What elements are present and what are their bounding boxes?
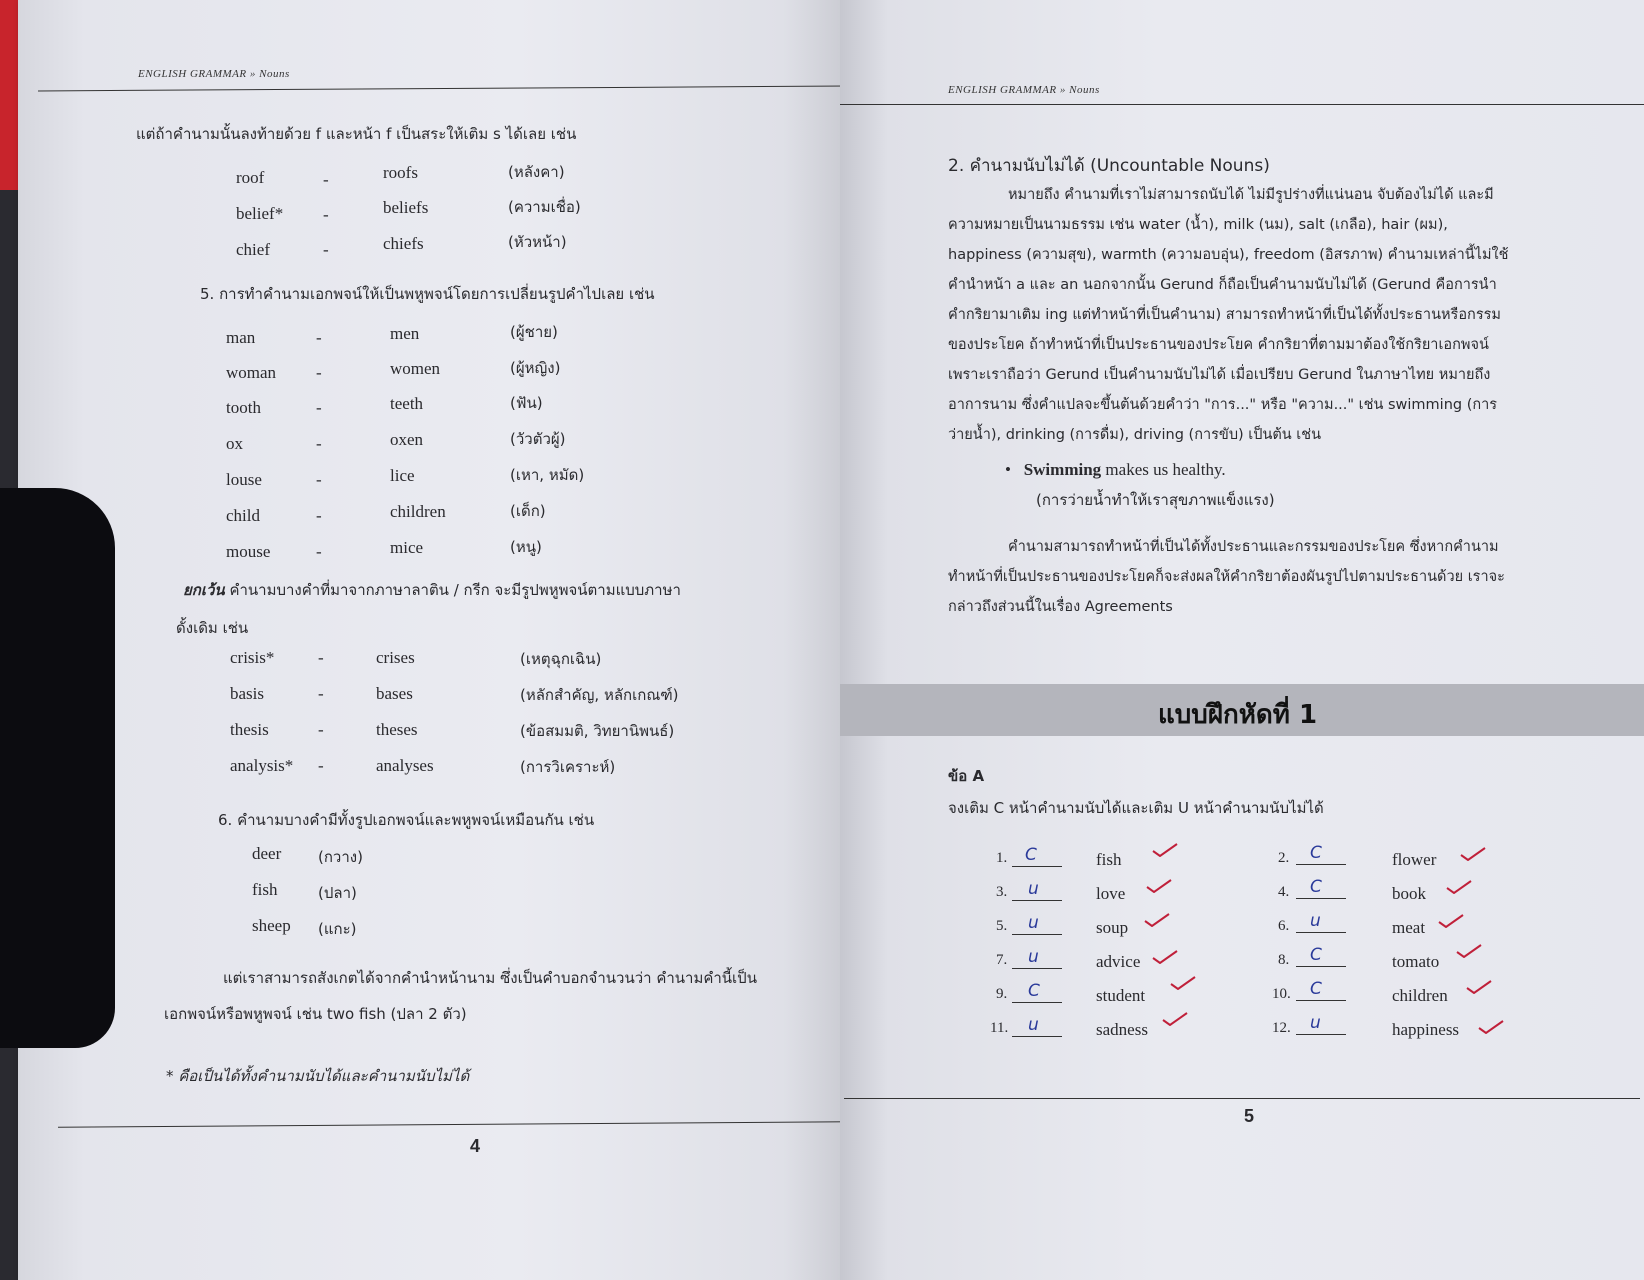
thai-meaning: (ปลา) [318, 884, 357, 902]
handwritten-answer: u [1028, 1015, 1039, 1035]
thai-meaning: (แกะ) [318, 920, 357, 938]
plural-word: men [390, 324, 420, 343]
dash: - [316, 328, 322, 347]
item-word: fish [1096, 850, 1122, 869]
paragraph-line: ของประโยค ถ้าทำหน้าที่เป็นประธานของประโยค คำกริยาที่ตามมาต้องใช้กริยาเอกพจน์ [948, 337, 1489, 353]
item-word: student [1096, 986, 1146, 1005]
singular-word: chief [236, 240, 270, 259]
paragraph-line: เพราะเราถือว่า Gerund เป็นคำนามนับไม่ได้ เมื่อเปรียบ Gerund ในภาษาไทย หมายถึง [948, 367, 1491, 383]
check-mark-icon [1478, 1020, 1504, 1034]
thai-meaning: (เด็ก) [510, 502, 546, 520]
check-mark-icon [1460, 847, 1486, 861]
dash: - [316, 363, 322, 382]
paragraph-2 [948, 532, 1558, 622]
dash: - [316, 542, 322, 561]
right-page [840, 0, 1644, 1280]
note-line-2: เอกพจน์หรือพหูพจน์ เช่น two fish (ปลา 2 ตัว) [164, 1005, 467, 1023]
exception-label: ยกเว้น [183, 581, 225, 599]
dash: - [318, 648, 324, 667]
running-header: ENGLISH GRAMMAR » Nouns [948, 84, 1100, 96]
thai-meaning: (หัวหน้า) [508, 233, 567, 251]
dash: - [318, 684, 324, 703]
singular-word: child [226, 506, 260, 525]
check-mark-icon [1456, 944, 1482, 958]
plural-word: theses [376, 720, 418, 739]
thai-meaning: (ความเชื่อ) [508, 198, 581, 216]
answer-blank[interactable] [1296, 914, 1346, 933]
rule-5: 5. การทำคำนามเอกพจน์ให้เป็นพหูพจน์โดยการเปลี่ยนรูปคำไปเลย เช่น [200, 285, 655, 303]
item-word: love [1096, 884, 1126, 903]
check-mark-icon [1162, 1012, 1188, 1026]
item-word: children [1392, 986, 1448, 1005]
dash: - [316, 398, 322, 417]
item-word: advice [1096, 952, 1141, 971]
check-mark-icon [1144, 913, 1170, 927]
plural-word: lice [390, 466, 415, 485]
item-number: 4. [1278, 884, 1290, 900]
check-mark-icon [1152, 843, 1178, 857]
item-number: 1. [996, 850, 1008, 866]
item-number: 3. [996, 884, 1008, 900]
footnote: * คือเป็นได้ทั้งคำนามนับได้และคำนามนับไม่ได้ [166, 1067, 470, 1085]
intro-f-text: แต่ถ้าคำนามนั้นลงท้ายด้วย f และหน้า f เป็นสระให้เติม s ได้เลย เช่น [136, 125, 577, 143]
word: fish [252, 880, 278, 899]
singular-word: woman [226, 363, 277, 382]
plural-word: teeth [390, 394, 424, 413]
dash: - [316, 506, 322, 525]
page-number: 5 [1244, 1106, 1255, 1126]
footer-rule [844, 1098, 1640, 1099]
handwritten-answer: C [1310, 843, 1322, 863]
singular-word: man [226, 328, 256, 347]
note-line-1: แต่เราสามารถสังเกตได้จากคำนำหน้านาม ซึ่งเป็นคำบอกจำนวนว่า คำนามคำนี้เป็น [223, 969, 757, 987]
item-number: 2. [1278, 850, 1290, 866]
paragraph-line: หมายถึง คำนามที่เราไม่สามารถนับได้ ไม่มีรูปร่างที่แน่นอน จับต้องไม่ได้ และมี [1008, 187, 1494, 203]
plural-word: analyses [376, 756, 434, 775]
paragraph-line: ทำหน้าที่เป็นประธานของประโยคก็จะส่งผลให้คำกริยาต้องผันรูปไปตามประธานด้วย เราจะ [948, 569, 1505, 585]
paragraph-line: กล่าวถึงส่วนนี้ในเรื่อง Agreements [948, 599, 1173, 615]
exception-note [183, 578, 681, 602]
dash: - [316, 470, 322, 489]
thai-meaning: (ฟัน) [510, 394, 543, 412]
paragraph-line: happiness (ความสุข), warmth (ความอบอุ่น), freedom (อิสรภาพ) คำนามเหล่านี้ไม่ใช้ [948, 247, 1509, 263]
singular-word: roof [236, 168, 265, 187]
example-bold: Swimming [1023, 460, 1102, 479]
item-number: 7. [996, 952, 1008, 968]
singular-word: belief* [236, 204, 284, 223]
thai-meaning: (วัวตัวผู้) [510, 430, 566, 448]
example-translation: (การว่ายน้ำทำให้เราสุขภาพแข็งแรง) [1036, 491, 1275, 509]
thai-meaning: (ผู้หญิง) [510, 359, 561, 377]
thai-meaning: (ข้อสมมติ, วิทยานิพนธ์) [520, 722, 675, 740]
paragraph-line: ความหมายเป็นนามธรรม เช่น water (น้ำ), milk (นม), salt (เกลือ), hair (ผม), [948, 217, 1448, 233]
thai-meaning: (เหตุฉุกเฉิน) [520, 650, 602, 668]
paragraph-line: คำนำหน้า a และ an นอกจากนั้น Gerund ก็ถือเป็นคำนามนับไม่ได้ (Gerund คือการนำ [948, 277, 1497, 293]
thai-meaning: (เหา, หมัด) [510, 466, 585, 484]
handwritten-answer: u [1028, 947, 1039, 967]
paragraph-line: คำนามสามารถทำหน้าที่เป็นได้ทั้งประธานและกรรมของประโยค ซึ่งหากคำนาม [1008, 539, 1499, 555]
check-mark-icon [1438, 914, 1464, 928]
thai-meaning: (หลังคา) [508, 163, 565, 181]
left-page [18, 0, 850, 1280]
exercise-title: แบบฝึกหัดที่ 1 [1158, 700, 1318, 730]
header-rule [38, 86, 848, 92]
plural-word: beliefs [383, 198, 429, 217]
plural-word: children [390, 502, 446, 521]
item-word: tomato [1392, 952, 1440, 971]
handwritten-answer: u [1310, 911, 1321, 931]
check-mark-icon [1446, 880, 1472, 894]
handwritten-answer: C [1310, 945, 1322, 965]
rule-6: 6. คำนามบางคำมีทั้งรูปเอกพจน์และพหูพจน์เหมือนกัน เช่น [218, 811, 595, 829]
singular-word: thesis [230, 720, 269, 739]
thai-meaning: (หนู) [510, 538, 542, 556]
paragraph-line: ว่ายน้ำ), drinking (การดื่ม), driving (การขับ) เป็นต้น เช่น [948, 427, 1322, 443]
page-number: 4 [470, 1136, 481, 1156]
handwritten-answer: u [1310, 1013, 1321, 1033]
thumb-shadow [0, 488, 115, 1048]
dash: - [323, 240, 329, 259]
singular-word: analysis* [230, 756, 294, 775]
item-number: 12. [1272, 1020, 1291, 1036]
dash: - [316, 434, 322, 453]
thai-meaning: (ผู้ชาย) [510, 323, 558, 341]
item-word: soup [1096, 918, 1129, 937]
singular-word: louse [226, 470, 262, 489]
item-number: 10. [1272, 986, 1291, 1002]
check-mark-icon [1466, 980, 1492, 994]
dash: - [318, 756, 324, 775]
plural-word: roofs [383, 163, 418, 182]
thai-meaning: (กวาง) [318, 848, 363, 866]
check-mark-icon [1170, 976, 1196, 990]
example-rest: makes us healthy. [1105, 460, 1226, 479]
instruction: จงเติม C หน้าคำนามนับได้และเติม U หน้าคำนามนับไม่ได้ [948, 799, 1324, 817]
exception-text-2: ดั้งเดิม เช่น [176, 619, 249, 637]
paragraph-line: คำกริยามาเติม ing แต่ทำหน้าที่เป็นคำนาม) สามารถทำหน้าที่เป็นได้ทั้งประธานหรือกรรม [948, 307, 1501, 323]
thai-meaning: (หลักสำคัญ, หลักเกณฑ์) [520, 686, 679, 704]
paragraph-1 [948, 180, 1558, 450]
handwritten-answer: C [1310, 979, 1322, 999]
header-rule [840, 104, 1644, 105]
singular-word: mouse [226, 542, 271, 561]
handwritten-answer: u [1028, 913, 1039, 933]
example-sentence [1005, 460, 1226, 480]
handwritten-answer: C [1310, 877, 1322, 897]
plural-word: women [390, 359, 441, 378]
item-word: book [1392, 884, 1426, 903]
singular-word: ox [226, 434, 243, 453]
plural-word: chiefs [383, 234, 424, 253]
check-mark-icon [1152, 950, 1178, 964]
singular-word: basis [230, 684, 264, 703]
item-number: 11. [990, 1020, 1009, 1036]
item-number: 5. [996, 918, 1008, 934]
item-number: 6. [1278, 918, 1290, 934]
bullet: • [1005, 460, 1024, 479]
item-word: meat [1392, 918, 1426, 937]
plural-word: bases [376, 684, 413, 703]
thai-meaning: (การวิเคราะห์) [520, 758, 616, 776]
section-title: 2. คำนามนับไม่ได้ (Uncountable Nouns) [948, 156, 1270, 176]
plural-word: mice [390, 538, 424, 557]
singular-word: crisis* [230, 648, 275, 667]
handwritten-answer: C [1028, 981, 1040, 1001]
handwritten-answer: u [1028, 879, 1039, 899]
singular-word: tooth [226, 398, 261, 417]
running-header: ENGLISH GRAMMAR » Nouns [138, 68, 290, 80]
check-mark-icon [1146, 879, 1172, 893]
dash: - [323, 205, 329, 224]
paragraph-line: อาการนาม ซึ่งคำแปลจะขึ้นต้นด้วยคำว่า "การ..." หรือ "ความ..." เช่น swimming (การ [948, 397, 1498, 413]
dash: - [318, 720, 324, 739]
item-word: happiness [1392, 1020, 1460, 1039]
handwritten-answer: C [1025, 845, 1037, 865]
plural-word: oxen [390, 430, 424, 449]
item-number: 8. [1278, 952, 1290, 968]
exception-text: คำนามบางคำที่มาจากภาษาลาติน / กรีก จะมีรูปพหูพจน์ตามแบบภาษา [229, 581, 681, 599]
item-number: 9. [996, 986, 1008, 1002]
word: deer [252, 844, 282, 863]
item-word: sadness [1096, 1020, 1148, 1039]
dash: - [323, 170, 329, 189]
word: sheep [252, 916, 291, 935]
answer-blank[interactable] [1012, 848, 1062, 867]
answer-blank[interactable] [1296, 1016, 1346, 1035]
part-label: ข้อ A [948, 767, 985, 785]
plural-word: crises [376, 648, 415, 667]
item-word: flower [1392, 850, 1437, 869]
footer-rule [58, 1121, 848, 1128]
